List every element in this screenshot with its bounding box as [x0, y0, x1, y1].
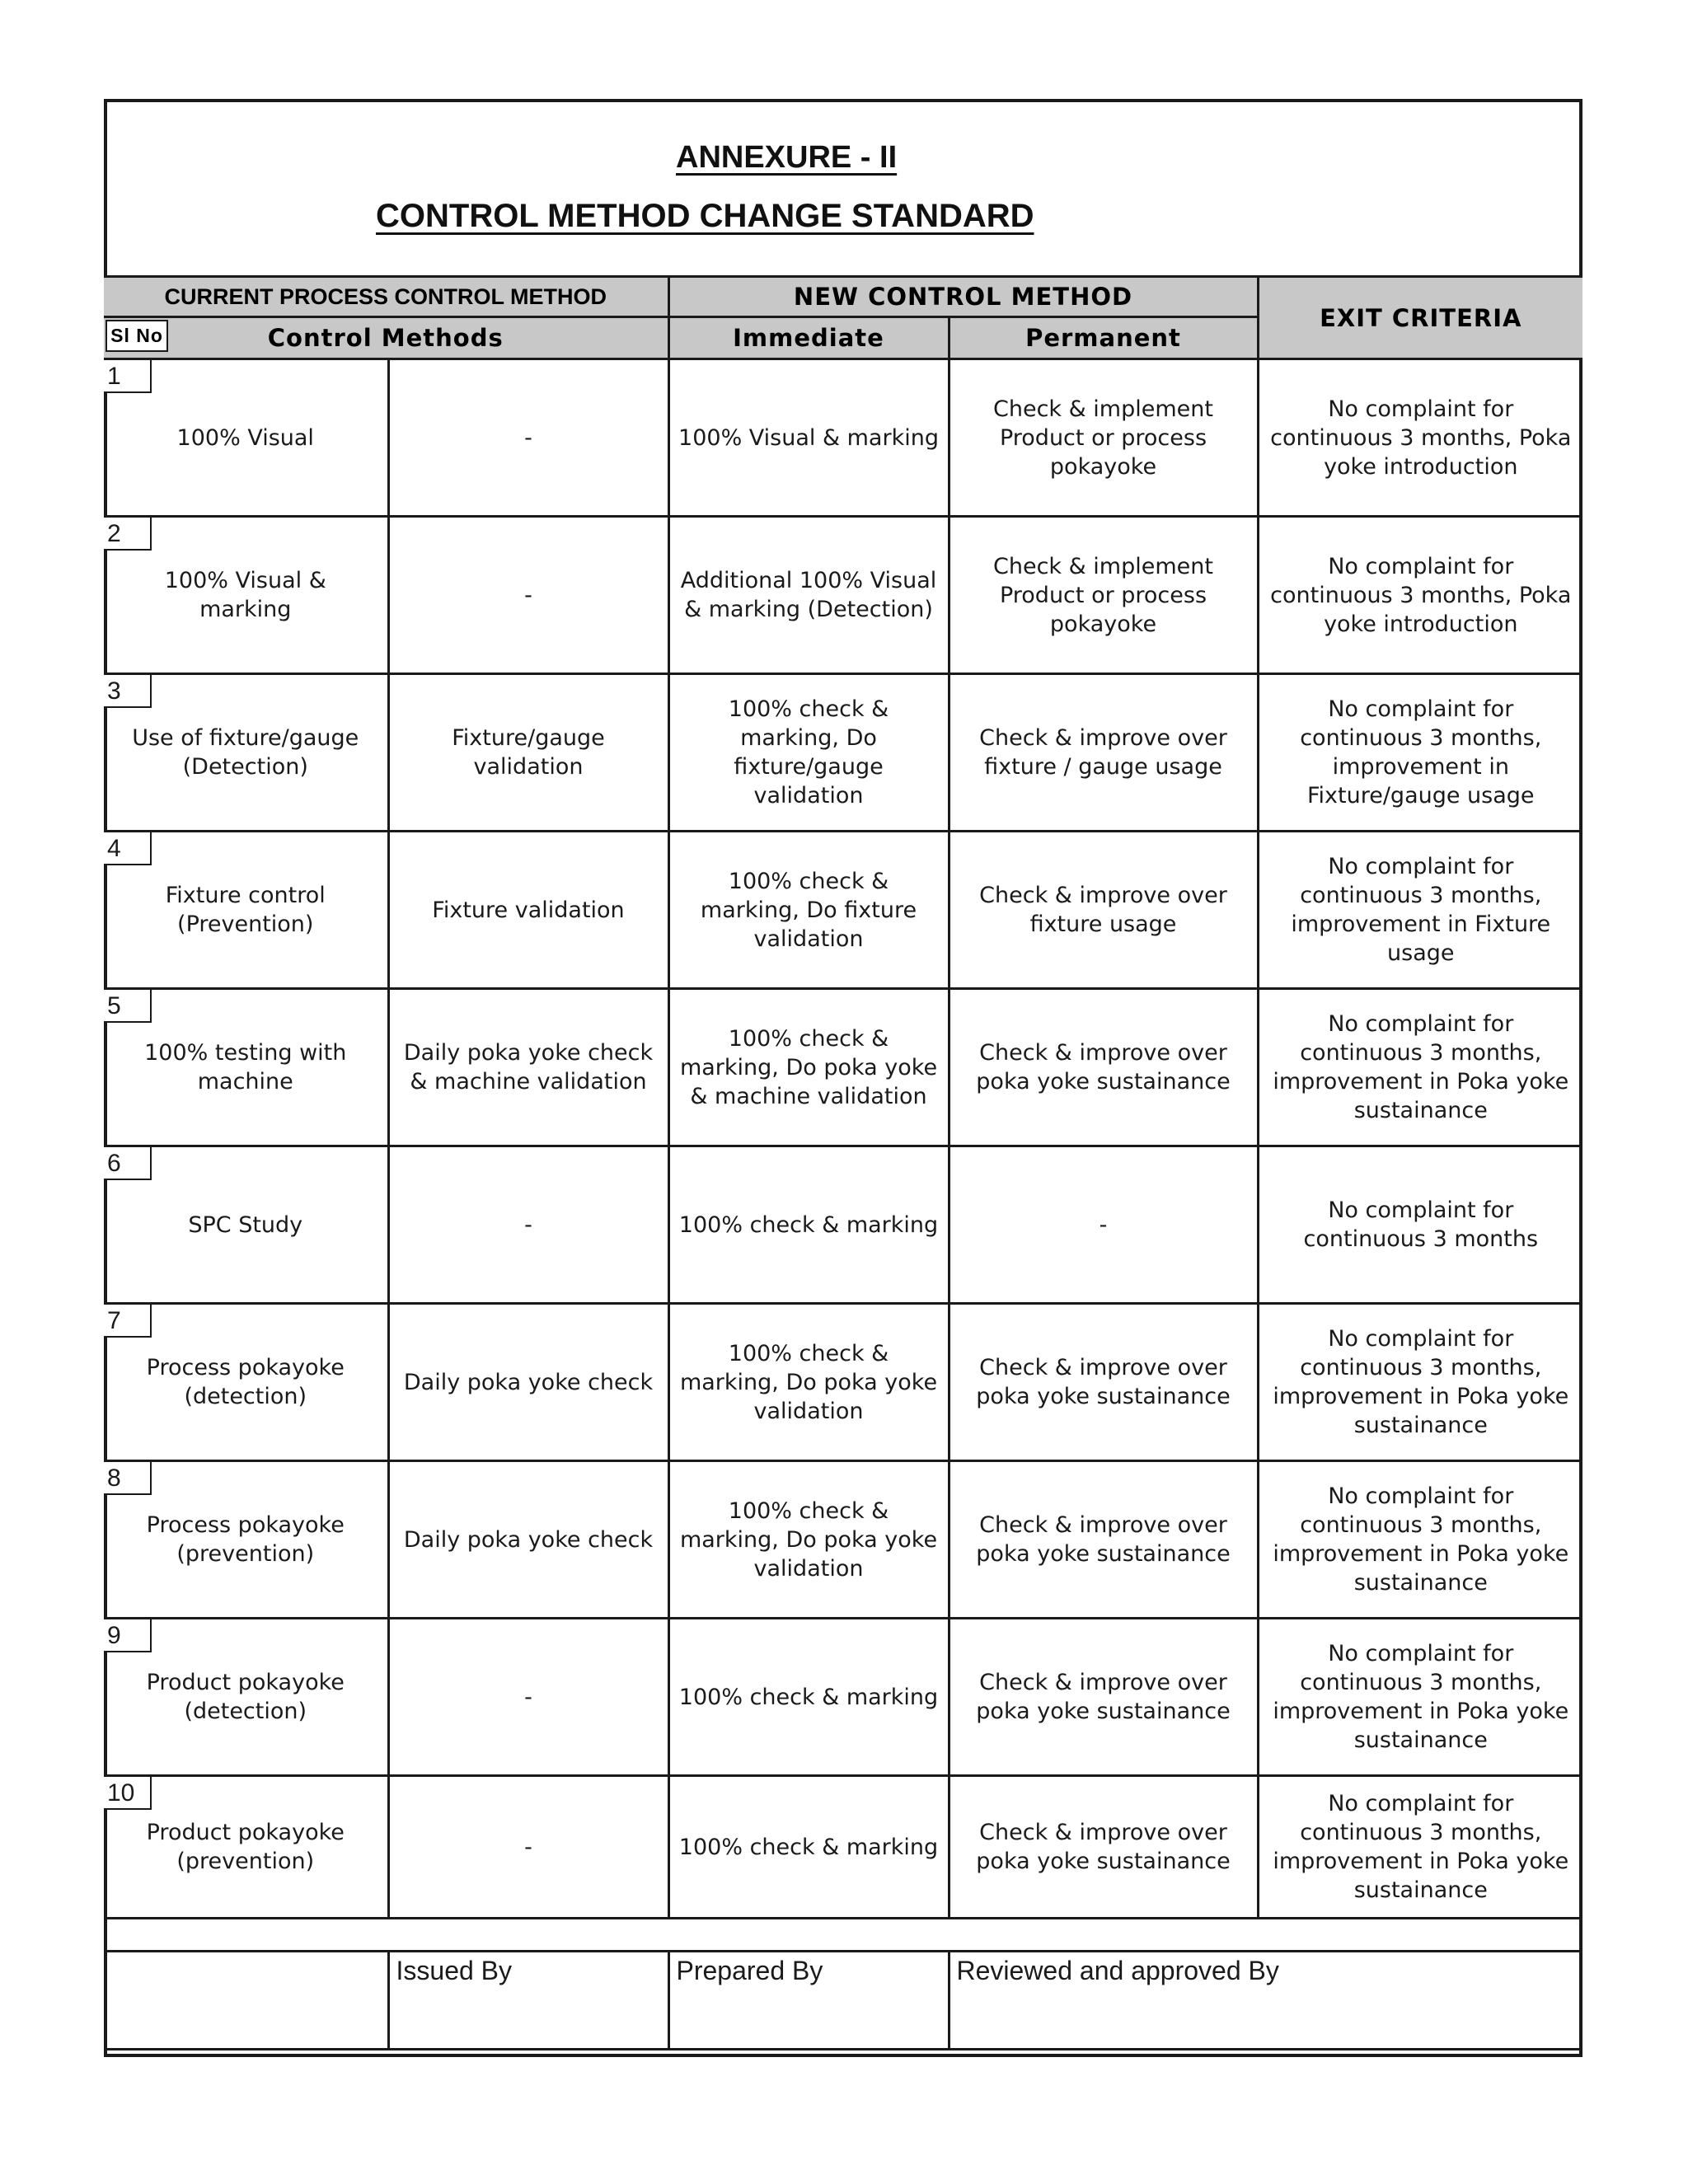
sl-no-box: 10 [104, 1777, 152, 1810]
reviewed-approved-by-label: Reviewed and approved By [956, 1956, 1279, 1985]
prepared-by-label: Prepared By [676, 1956, 823, 1985]
exit-criteria-cell [1258, 1619, 1582, 1776]
sl-no-box: 4 [104, 832, 152, 865]
exit-criteria-text: No complaint for continuous 3 months, improvement in Poka yoke sustainance [1273, 1326, 1569, 1438]
immediate-action-text: 100% check & marking [678, 1212, 939, 1238]
permanent-action-text: Check & improve over poka yoke sustainance [976, 1512, 1231, 1567]
immediate-action-cell [668, 1461, 949, 1619]
permanent-action-cell [949, 359, 1258, 517]
sl-no-box: 6 [104, 1147, 152, 1180]
exit-criteria-text: No complaint for continuous 3 months, Poka yoke introduction [1270, 553, 1572, 637]
validation-cell [388, 989, 668, 1146]
validation-cell [388, 1776, 668, 1919]
sl-no-box: 7 [104, 1305, 152, 1338]
validation-cell [388, 674, 668, 832]
control-method-text: Product pokayoke (prevention) [146, 1820, 345, 1874]
permanent-action-cell [949, 1146, 1258, 1304]
immediate-action-text: 100% check & marking, Do poka yoke validation [679, 1340, 938, 1424]
control-method-text: 100% Visual & marking [164, 568, 326, 622]
permanent-action-cell [949, 1304, 1258, 1461]
control-method-text: Process pokayoke (detection) [146, 1355, 345, 1409]
table-row [104, 1461, 1582, 1619]
control-method-cell [104, 1461, 388, 1619]
exit-criteria-cell [1258, 359, 1582, 517]
control-method-cell [104, 674, 388, 832]
permanent-action-cell [949, 1461, 1258, 1619]
control-method-text: Use of fixture/gauge (Detection) [132, 725, 359, 780]
prepared-by-cell [668, 1952, 949, 2050]
permanent-action-cell [949, 989, 1258, 1146]
exit-criteria-text: No complaint for continuous 3 months, Poka yoke introduction [1270, 396, 1572, 480]
permanent-action-cell [949, 1776, 1258, 1919]
control-method-text: Process pokayoke (prevention) [146, 1512, 345, 1567]
permanent-action-cell [949, 832, 1258, 989]
exit-criteria-text: No complaint for continuous 3 months, improvement in Poka yoke sustainance [1273, 1641, 1569, 1753]
control-method-cell [104, 359, 388, 517]
validation-cell [388, 517, 668, 674]
table-row [104, 674, 1582, 832]
header-control-methods [104, 317, 668, 359]
permanent-action-text: - [1099, 1212, 1108, 1238]
reviewed-approved-by-cell [949, 1952, 1582, 2050]
issued-by-cell [388, 1952, 668, 2050]
exit-criteria-text: No complaint for continuous 3 months, improvement in Poka yoke sustainance [1273, 1011, 1569, 1123]
table-row [104, 1619, 1582, 1776]
header-immediate: Immediate [668, 317, 949, 359]
immediate-action-text: 100% check & marking, Do fixture/gauge validation [728, 696, 889, 808]
exit-criteria-text: No complaint for continuous 3 months [1303, 1197, 1539, 1252]
permanent-action-text: Check & improve over poka yoke sustainance [976, 1820, 1231, 1874]
validation-text: - [524, 1212, 532, 1238]
signature-blank-cell [104, 1952, 388, 2050]
table-row [104, 1146, 1582, 1304]
immediate-action-text: 100% check & marking, Do poka yoke validation [679, 1497, 938, 1582]
permanent-action-text: Check & improve over poka yoke sustainance [976, 1355, 1231, 1409]
permanent-action-cell [949, 517, 1258, 674]
immediate-action-cell [668, 832, 949, 989]
permanent-action-cell [949, 1619, 1258, 1776]
validation-text: - [524, 424, 532, 451]
validation-cell [388, 1461, 668, 1619]
validation-text: - [524, 1684, 532, 1710]
control-method-cell [104, 832, 388, 989]
permanent-action-text: Check & implement Product or process pokayoke [993, 553, 1213, 637]
sl-no-box: 9 [104, 1619, 152, 1652]
table-row [104, 989, 1582, 1146]
validation-cell [388, 359, 668, 517]
immediate-action-cell [668, 1619, 949, 1776]
table-row [104, 517, 1582, 674]
permanent-action-text: Check & improve over poka yoke sustainance [976, 1670, 1231, 1724]
issued-by-label: Issued By [396, 1956, 513, 1985]
control-method-cell [104, 989, 388, 1146]
control-method-cell [104, 517, 388, 674]
control-method-text: Fixture control (Prevention) [165, 883, 326, 937]
exit-criteria-text: No complaint for continuous 3 months, improvement in Poka yoke sustainance [1273, 1791, 1569, 1903]
validation-text: Fixture/gauge validation [452, 725, 605, 780]
sl-no-box: 8 [104, 1462, 152, 1495]
immediate-action-cell [668, 1304, 949, 1461]
control-method-text: Product pokayoke (detection) [146, 1670, 345, 1724]
table-body [104, 359, 1582, 1919]
table-row [104, 832, 1582, 989]
header-current-process-control-method: CURRENT PROCESS CONTROL METHOD [104, 277, 668, 317]
control-method-text: 100% testing with machine [144, 1040, 347, 1094]
table-row [104, 1776, 1582, 1919]
header-new-control-method: NEW CONTROL METHOD [668, 277, 1258, 317]
validation-cell [388, 832, 668, 989]
exit-criteria-cell [1258, 1461, 1582, 1619]
exit-criteria-cell [1258, 1776, 1582, 1919]
control-method-text: SPC Study [188, 1212, 303, 1238]
header-exit-criteria: EXIT CRITERIA [1258, 277, 1582, 359]
control-method-text: 100% Visual [176, 424, 314, 451]
validation-text: Fixture validation [432, 897, 625, 923]
immediate-action-cell [668, 989, 949, 1146]
exit-criteria-cell [1258, 832, 1582, 989]
validation-text: Daily poka yoke check [403, 1369, 654, 1395]
validation-cell [388, 1146, 668, 1304]
sl-no-box: 2 [104, 518, 152, 551]
immediate-action-text: 100% check & marking, Do poka yoke & machine validation [679, 1025, 938, 1109]
sl-no-box: 1 [104, 360, 152, 393]
validation-text: Daily poka yoke check [403, 1526, 654, 1553]
header-row-group [104, 277, 1582, 317]
annexure-label: ANNEXURE - II [676, 140, 898, 175]
permanent-action-text: Check & improve over poka yoke sustainance [976, 1040, 1231, 1094]
immediate-action-cell [668, 517, 949, 674]
table-row [104, 1304, 1582, 1461]
validation-text: - [524, 582, 532, 608]
immediate-action-cell [668, 1776, 949, 1919]
immediate-action-text: 100% Visual & marking [678, 424, 939, 451]
immediate-action-text: Additional 100% Visual & marking (Detection) [680, 568, 937, 622]
exit-criteria-cell [1258, 1146, 1582, 1304]
permanent-action-cell [949, 674, 1258, 832]
control-method-cell [104, 1146, 388, 1304]
table-row [104, 359, 1582, 517]
exit-criteria-text: No complaint for continuous 3 months, improvement in Poka yoke sustainance [1273, 1483, 1569, 1596]
control-method-table [104, 275, 1582, 2050]
control-method-cell [104, 1619, 388, 1776]
control-method-cell [104, 1776, 388, 1919]
exit-criteria-text: No complaint for continuous 3 months, improvement in Fixture usage [1291, 854, 1551, 966]
spacer-row [104, 1919, 1582, 1952]
immediate-action-cell [668, 1146, 949, 1304]
exit-criteria-cell [1258, 517, 1582, 674]
exit-criteria-cell [1258, 989, 1582, 1146]
signature-row [104, 1952, 1582, 2050]
validation-text: Daily poka yoke check & machine validation [403, 1040, 654, 1094]
control-method-cell [104, 1304, 388, 1461]
header-permanent: Permanent [949, 317, 1258, 359]
immediate-action-text: 100% check & marking [678, 1684, 939, 1710]
validation-cell [388, 1619, 668, 1776]
sl-no-box: 5 [104, 990, 152, 1023]
document-title: CONTROL METHOD CHANGE STANDARD [376, 198, 1034, 234]
exit-criteria-cell [1258, 674, 1582, 832]
header-sl-no: Sl No [106, 320, 168, 352]
validation-cell [388, 1304, 668, 1461]
permanent-action-text: Check & improve over fixture usage [979, 883, 1227, 937]
spacer-cell [104, 1919, 1582, 1952]
immediate-action-cell [668, 359, 949, 517]
exit-criteria-text: No complaint for continuous 3 months, improvement in Fixture/gauge usage [1300, 696, 1542, 808]
permanent-action-text: Check & improve over fixture / gauge usage [979, 725, 1227, 780]
sl-no-box: 3 [104, 675, 152, 708]
immediate-action-cell [668, 674, 949, 832]
permanent-action-text: Check & implement Product or process pokayoke [993, 396, 1213, 480]
immediate-action-text: 100% check & marking [678, 1834, 939, 1860]
immediate-action-text: 100% check & marking, Do fixture validation [700, 868, 917, 952]
validation-text: - [524, 1834, 532, 1860]
exit-criteria-cell [1258, 1304, 1582, 1461]
header-control-methods-label: Control Methods [267, 324, 504, 352]
